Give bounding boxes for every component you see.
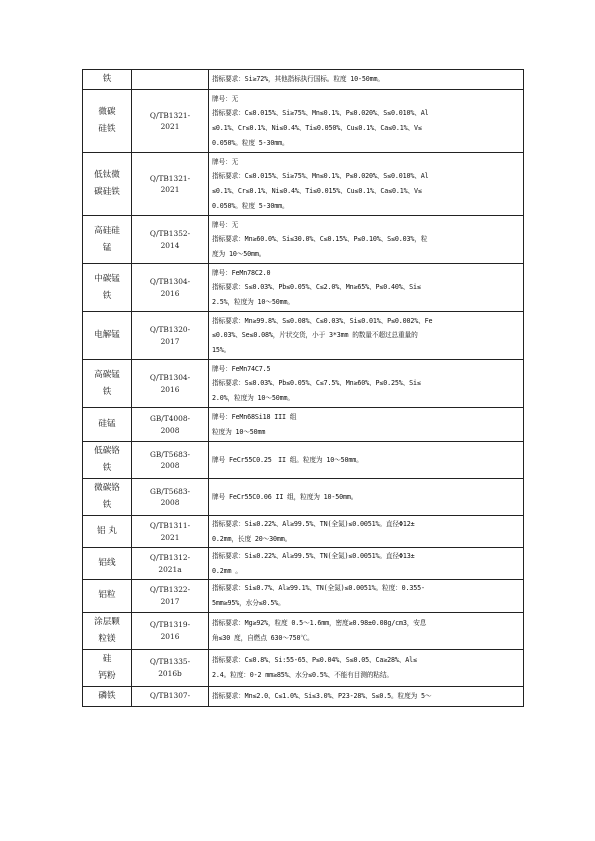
material-name	[83, 360, 132, 408]
requirement-line: 2.0%，粒度为 10～50mm。	[212, 393, 294, 402]
requirement-line: 牌号 FeCr55C0.25 II 组。粒度为 10～50mm。	[212, 455, 363, 464]
requirement-line: 2.4。粒度：0-2 mm≥85%、水分≤0.5%、不能有目测的粘结。	[212, 670, 393, 679]
material-name-line: 低碳铬	[94, 446, 120, 456]
material-name	[83, 479, 132, 516]
requirement-cell	[209, 312, 524, 360]
requirement-cell	[209, 153, 524, 216]
material-name-line: 铁	[102, 463, 112, 473]
requirement-line: 牌号：无	[212, 94, 239, 103]
requirement-line: 指标要求：S≤0.03%、Pb≤0.05%、C≤7.5%、Mn≥60%、P≤0.25%、Si≤	[212, 379, 421, 388]
material-name: 铝线	[83, 548, 132, 580]
table-row	[83, 360, 524, 408]
standard-code-line: 2008	[160, 425, 180, 435]
requirement-line: 指标要求：Mn≥60.0%、Si≤30.0%、C≤0.15%、P≤0.10%、S≤0.03%，粒	[212, 235, 428, 244]
material-name	[83, 649, 132, 686]
requirement-line: 指标要求：Si≥72%，其他指标执行国标。粒度 10-50mm。	[212, 75, 384, 84]
standard-code-line: Q/TB1312-	[149, 553, 191, 563]
standard-code-line: 2021a	[158, 564, 182, 574]
material-name	[83, 153, 132, 216]
table-row	[83, 442, 524, 479]
standard-code-line: Q/TB1321-	[149, 173, 191, 183]
requirement-line: 指标要求：Si≤0.22%、Al≥99.5%、TN(全氮)≤0.0051%。直径Φ12±	[212, 520, 415, 528]
table-row	[83, 479, 524, 516]
requirement-cell	[209, 360, 524, 408]
standard-code-line: 2008	[160, 461, 180, 470]
standard-code	[132, 90, 209, 153]
requirement-cell	[209, 216, 524, 264]
material-name: 铝 丸	[83, 516, 132, 548]
material-name-line: 中碳锰	[94, 273, 120, 284]
material-name-line: 微碳铬	[94, 483, 120, 493]
requirement-line: 牌号 FeCr55C0.06 II 组，粒度为 10-50mm。	[212, 492, 358, 501]
standard-code-line: Q/TB1304-	[149, 277, 191, 286]
material-name: 铝粒	[83, 580, 132, 612]
requirement-line: 15%。	[212, 345, 231, 354]
requirement-line: 5mm≥95%，水分≤0.5%。	[212, 598, 285, 607]
material-name-line: 铁	[102, 500, 112, 510]
requirement-line: 牌号：FeMn78C2.0	[212, 268, 271, 277]
standard-code	[132, 649, 209, 686]
requirement-cell	[209, 70, 524, 90]
requirement-line: 指标要求：C≤0.8%、Si:55-65、P≤0.04%、S≤0.05、Ca≥28%、Al≤	[212, 655, 417, 664]
spec-table	[82, 69, 524, 707]
standard-code	[132, 580, 209, 612]
standard-code-line: 2008	[160, 498, 180, 507]
standard-code-line: 2016	[160, 384, 180, 394]
requirement-cell	[209, 479, 524, 516]
material-name: 铁	[83, 70, 132, 90]
requirement-line: 指标要求：Si≤0.22%、Al≥99.5%、TN(全氮)≤0.0051%。直径Φ13±	[212, 552, 415, 561]
standard-code-line: 2016	[160, 631, 180, 641]
requirement-line: 指标要求：C≤0.015%、Si≥75%、Mn≤0.1%、P≤0.020%、S≤0.010%、Al	[212, 109, 429, 118]
spec-table-body	[83, 70, 524, 707]
standard-code-line: 2017	[160, 596, 180, 606]
material-name: 硅锰	[83, 408, 132, 442]
table-row	[83, 312, 524, 360]
requirement-cell	[209, 649, 524, 686]
table-row	[83, 70, 524, 90]
material-name-line: 钙粉	[98, 670, 116, 681]
material-name-line: 碳硅铁	[94, 187, 120, 197]
standard-code	[132, 548, 209, 580]
standard-code	[132, 70, 209, 90]
standard-code	[132, 153, 209, 216]
standard-code-line: Q/TB1352-	[149, 229, 191, 238]
material-name-line: 粒镁	[98, 633, 116, 644]
requirement-cell	[209, 580, 524, 612]
material-name-line: 高碳锰	[94, 369, 120, 380]
material-name-line: 涂层颗	[94, 616, 120, 627]
requirement-line: 0.2mm，长度 20～30mm。	[212, 534, 292, 543]
standard-code-line: GB/T5683-	[149, 486, 191, 496]
requirement-line: 指标要求：C≤0.015%、Si≥75%、Mn≤0.1%、P≤0.020%、S≤0.010%、Al	[212, 172, 429, 181]
requirement-line: 指标要求：Mg≥92%，粒度 0.5～1.6mm，密度≥0.98±0.08g/cm3，安息	[212, 618, 427, 627]
material-name	[83, 612, 132, 649]
requirement-line: 2.5%，粒度为 10～50mm。	[212, 297, 294, 306]
standard-code: Q/TB1307-	[132, 686, 209, 706]
material-name	[83, 216, 132, 264]
requirement-line: 牌号：FeMn68Si18 III 组	[212, 412, 297, 421]
standard-code-line: GB/T5683-	[149, 449, 191, 459]
material-name-line: 低钛微	[94, 170, 120, 180]
requirement-line: 指标要求：Mn≥99.8%、S≤0.08%、C≤0.03%、Si≤0.01%、P≤0.002%、Fe	[212, 316, 433, 325]
table-row	[83, 580, 524, 612]
standard-code	[132, 516, 209, 548]
table-row	[83, 612, 524, 649]
standard-code	[132, 479, 209, 516]
standard-code-line: 2016b	[158, 668, 182, 678]
material-name-line: 高硅硅	[94, 225, 120, 236]
standard-code	[132, 264, 209, 312]
table-row	[83, 216, 524, 264]
table-row	[83, 516, 524, 548]
material-name-line: 微碳	[98, 107, 116, 117]
requirement-line: 牌号：无	[212, 220, 239, 229]
material-name-line: 硅	[102, 653, 112, 664]
standard-code-line: 2017	[160, 336, 180, 346]
table-row	[83, 153, 524, 216]
requirement-line: ≤0.03%、Se≤0.08%，片状交货，小于 3*3mm 的数量不超过总重量的	[212, 331, 418, 340]
requirement-line: 角≤30 度，自燃点 630～750℃。	[212, 633, 314, 642]
material-name: 磷铁	[83, 686, 132, 706]
requirement-line: 指标要求：S≤0.03%、Pb≤0.05%、C≤2.0%、Mn≥65%、P≤0.40%、Si≤	[212, 283, 421, 292]
requirement-line: 指标要求：Si≤0.7%、Al≥99.1%、TN(全氮)≤0.0051%。粒度：0.355-	[212, 584, 425, 593]
standard-code	[132, 442, 209, 479]
standard-code-line: GB/T4008-	[149, 414, 191, 423]
standard-code-line: Q/TB1304-	[149, 373, 191, 382]
standard-code	[132, 312, 209, 360]
table-row	[83, 90, 524, 153]
requirement-cell	[209, 442, 524, 479]
standard-code	[132, 612, 209, 649]
standard-code-line: 2021	[160, 185, 180, 194]
material-name-line: 硅铁	[98, 124, 116, 134]
requirement-line: 0.050%。粒度 5-30mm。	[212, 138, 289, 147]
table-row	[83, 408, 524, 442]
standard-code-line: Q/TB1320-	[149, 325, 191, 334]
material-name	[83, 442, 132, 479]
requirement-cell	[209, 90, 524, 153]
material-name-line: 锰	[102, 242, 112, 253]
table-row	[83, 686, 524, 706]
requirement-line: 粒度为 10～50mm	[212, 427, 266, 436]
table-row	[83, 548, 524, 580]
requirement-line: 牌号：FeMn74C7.5	[212, 364, 271, 373]
material-name-line: 铁	[102, 290, 112, 301]
table-row	[83, 649, 524, 686]
standard-code-line: Q/TB1319-	[149, 620, 191, 630]
requirement-line: 0.2mm 。	[212, 566, 242, 575]
material-name	[83, 264, 132, 312]
standard-code-line: Q/TB1321-	[149, 110, 191, 120]
requirement-cell	[209, 612, 524, 649]
requirement-line: 0.050%。粒度 5-30mm。	[212, 201, 289, 210]
standard-code	[132, 408, 209, 442]
requirement-cell	[209, 548, 524, 580]
table-row	[83, 264, 524, 312]
material-name: 电解锰	[83, 312, 132, 360]
standard-code-line: Q/TB1335-	[149, 657, 191, 667]
requirement-cell	[209, 686, 524, 706]
requirement-cell	[209, 408, 524, 442]
standard-code-line: 2014	[160, 240, 180, 250]
requirement-line: 度为 10～50mm。	[212, 249, 266, 258]
material-name-line: 铁	[102, 386, 112, 397]
requirement-line: ≤0.1%、Cr≤0.1%、Ni≤0.4%、Ti≤0.015%、Cu≤0.1%、Ca≤0.1%、V≤	[212, 187, 422, 195]
standard-code-line: 2016	[160, 288, 180, 298]
material-name	[83, 90, 132, 153]
standard-code	[132, 360, 209, 408]
standard-code-line: Q/TB1311-	[149, 521, 191, 531]
standard-code-line: 2021	[160, 122, 180, 131]
standard-code	[132, 216, 209, 264]
standard-code-line: Q/TB1322-	[149, 585, 191, 595]
requirement-line: 指标要求：Mn≤2.0、C≤1.0%、Si≤3.0%、P23-28%、S≤0.5。粒度为 5～	[212, 691, 432, 700]
requirement-cell	[209, 516, 524, 548]
standard-code-line: 2021	[160, 532, 180, 542]
requirement-line: ≤0.1%、Cr≤0.1%、Ni≤0.4%、Ti≤0.050%、Cu≤0.1%、Ca≤0.1%、V≤	[212, 124, 422, 132]
requirement-line: 牌号：无	[212, 157, 239, 166]
requirement-cell	[209, 264, 524, 312]
